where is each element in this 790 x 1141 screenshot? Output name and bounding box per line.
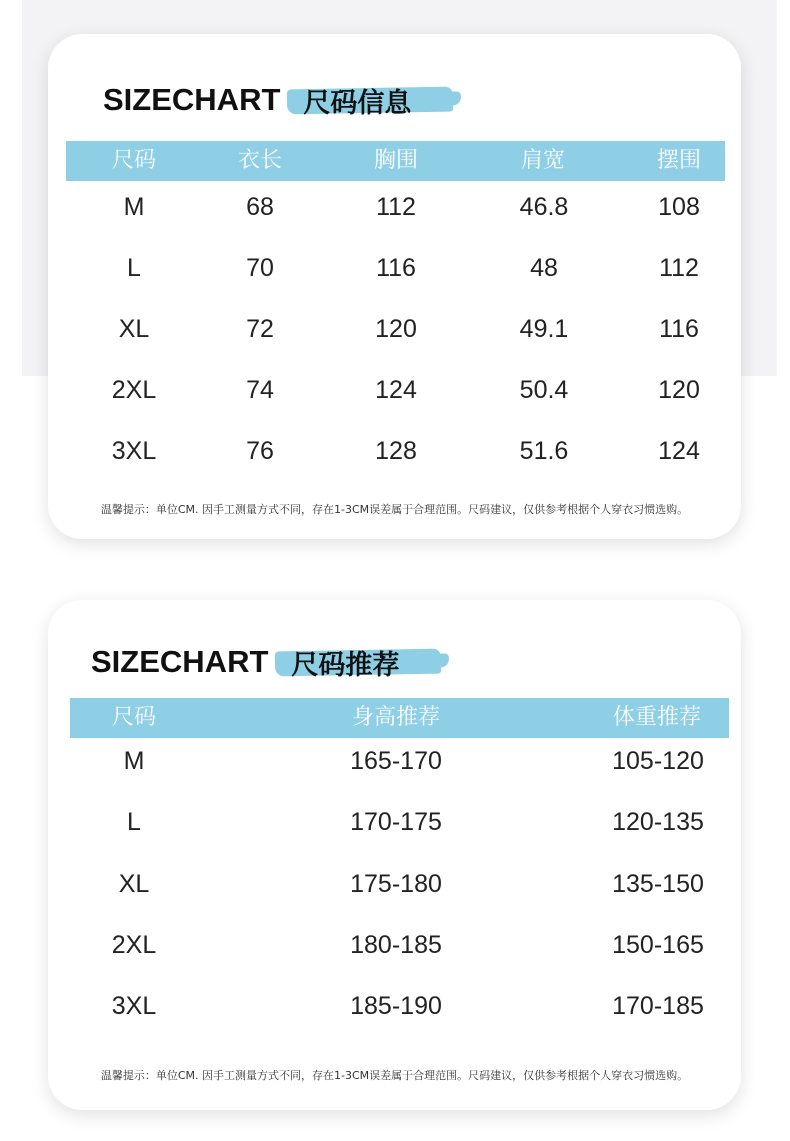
- table-row: [48, 421, 741, 481]
- cell-chest: 112: [376, 193, 416, 221]
- cell-size: XL: [118, 870, 150, 898]
- header-size: 尺码: [111, 148, 157, 173]
- cell-shoulder: 51.6: [519, 437, 569, 465]
- table-row: [48, 360, 741, 420]
- table-row: [48, 299, 741, 359]
- cell-length: 70: [246, 254, 274, 282]
- cell-length: 72: [246, 315, 274, 343]
- cell-height: 170-175: [350, 808, 442, 836]
- table-row: [48, 854, 741, 914]
- cell-size: 2XL: [111, 931, 157, 959]
- table-row: [48, 177, 741, 237]
- cell-height: 180-185: [350, 931, 442, 959]
- cell-hem: 124: [658, 437, 700, 465]
- cell-chest: 128: [375, 437, 417, 465]
- table-row: [48, 915, 741, 975]
- table-row: [48, 731, 741, 791]
- size-recommend-card: [48, 600, 741, 1110]
- size-recommend-note: 温馨提示：单位CM. 因手工测量方式不同，存在1-3CM误差属于合理范围。尺码建议，仅供参考根据个人穿衣习惯选购。: [100, 1069, 689, 1082]
- size-info-title-en: SIZECHART: [103, 82, 281, 117]
- cell-height: 185-190: [350, 992, 442, 1020]
- cell-length: 76: [246, 437, 274, 465]
- cell-shoulder: 50.4: [519, 376, 569, 404]
- size-info-title-cn: 尺码信息: [303, 87, 412, 119]
- cell-size: L: [127, 808, 141, 836]
- size-recommend-title: [91, 642, 407, 682]
- size-info-note: 温馨提示：单位CM. 因手工测量方式不同，存在1-3CM误差属于合理范围。尺码建议，仅供参考根据个人穿衣习惯选购。: [100, 503, 689, 516]
- cell-hem: 116: [659, 315, 699, 343]
- size-recommend-title-cn-wrap: [279, 644, 407, 680]
- table-row: [48, 238, 741, 298]
- cell-length: 68: [246, 193, 274, 221]
- size-recommend-title-en: SIZECHART: [91, 644, 269, 679]
- header-weight: 体重推荐: [612, 705, 702, 730]
- cell-size: 2XL: [111, 376, 157, 404]
- cell-hem: 108: [658, 193, 700, 221]
- header-chest: 胸围: [373, 148, 419, 173]
- size-info-title-cn-wrap: [291, 82, 419, 118]
- table-row: [48, 792, 741, 852]
- cell-size: XL: [118, 315, 150, 343]
- size-info-title: [103, 80, 419, 120]
- cell-weight: 120-135: [612, 808, 704, 836]
- cell-shoulder: 49.1: [519, 315, 569, 343]
- size-recommend-title-cn: 尺码推荐: [291, 649, 400, 681]
- cell-height: 165-170: [350, 747, 442, 775]
- cell-chest: 124: [375, 376, 417, 404]
- cell-hem: 112: [659, 254, 699, 282]
- cell-length: 74: [246, 376, 274, 404]
- cell-shoulder: 48: [530, 254, 558, 282]
- header-size: 尺码: [111, 705, 157, 730]
- cell-size: M: [123, 193, 145, 221]
- header-hem: 摆围: [656, 148, 702, 173]
- cell-hem: 120: [658, 376, 700, 404]
- cell-weight: 150-165: [612, 931, 704, 959]
- header-shoulder: 肩宽: [520, 148, 566, 173]
- cell-size: L: [127, 254, 141, 282]
- cell-chest: 116: [376, 254, 416, 282]
- cell-size: M: [123, 747, 145, 775]
- cell-weight: 135-150: [612, 870, 704, 898]
- size-info-card: [48, 34, 741, 539]
- header-length: 衣长: [237, 148, 283, 173]
- cell-weight: 170-185: [612, 992, 704, 1020]
- cell-height: 175-180: [350, 870, 442, 898]
- cell-shoulder: 46.8: [519, 193, 569, 221]
- cell-size: 3XL: [111, 992, 157, 1020]
- size-info-header: [66, 141, 725, 181]
- cell-size: 3XL: [111, 437, 157, 465]
- cell-weight: 105-120: [612, 747, 704, 775]
- header-height: 身高推荐: [351, 705, 441, 730]
- cell-chest: 120: [375, 315, 417, 343]
- table-row: [48, 976, 741, 1036]
